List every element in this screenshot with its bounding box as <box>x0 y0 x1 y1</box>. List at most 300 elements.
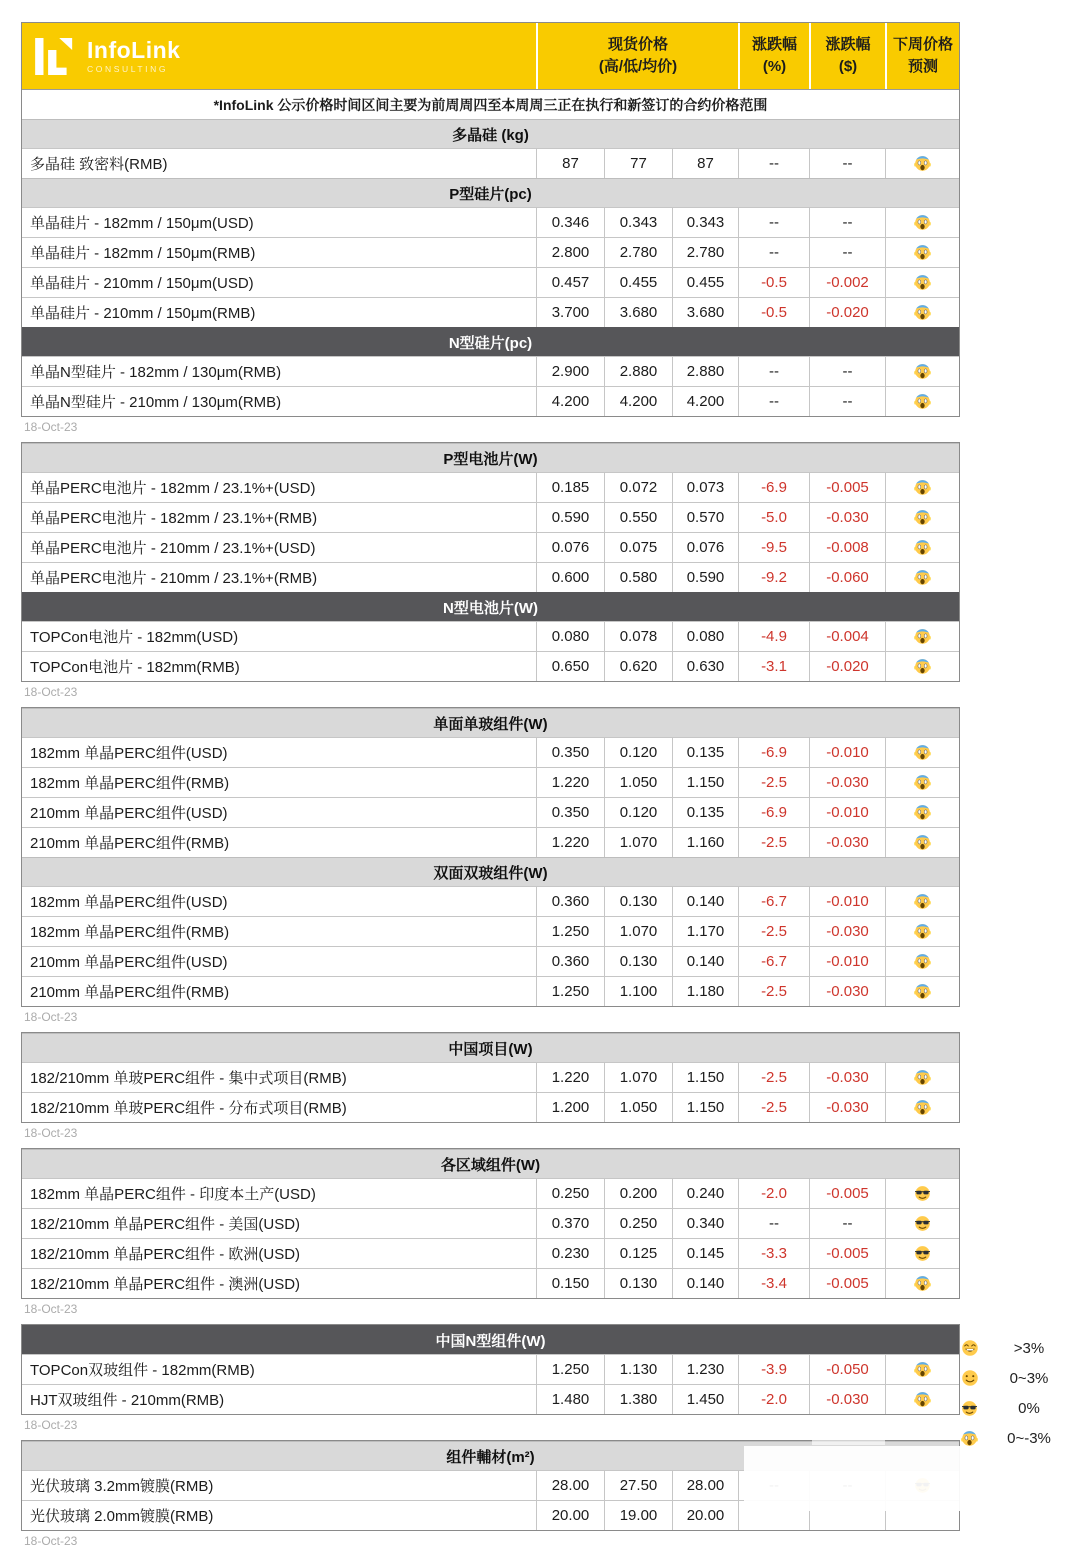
legend-emoji-wrap <box>961 1369 979 1387</box>
row-label: 182mm 单晶PERC组件(RMB) <box>30 775 230 792</box>
price-high-cell: 87 <box>536 149 604 178</box>
pct-change-cell: -4.9 <box>738 622 809 651</box>
change-usd-title: 涨跌幅 <box>825 36 871 53</box>
pct-change-cell: -2.5 <box>738 1093 809 1122</box>
table-row <box>22 767 959 797</box>
row-label: 单晶N型硅片 - 182mm / 130μm(RMB) <box>30 364 282 381</box>
table-row <box>22 1354 959 1384</box>
section-header: 组件輔材(m²) <box>22 1441 959 1470</box>
cool-emoji-icon <box>914 1215 931 1232</box>
forecast-emoji-cell <box>885 503 959 532</box>
price-avg-cell: 0.455 <box>672 268 738 297</box>
price-low-cell: 77 <box>604 149 672 178</box>
scream-emoji-icon <box>914 1391 931 1408</box>
logo-subtitle: CONSULTING <box>87 63 169 74</box>
section-header: 各区域组件(W) <box>22 1149 959 1178</box>
scream-emoji-icon <box>961 1430 978 1447</box>
usd-change-cell: -0.030 <box>809 1385 885 1414</box>
forecast-title: 下周价格 <box>892 36 953 53</box>
price-low-cell: 1.070 <box>604 917 672 946</box>
pct-change-cell: -5.0 <box>738 503 809 532</box>
usd-change-cell: -0.020 <box>809 652 885 681</box>
price-avg-cell: 0.240 <box>672 1179 738 1208</box>
usd-change-cell: -- <box>809 149 885 178</box>
scream-emoji-icon <box>914 244 931 261</box>
price-table-block <box>21 1032 960 1123</box>
table-row <box>22 1178 959 1208</box>
price-high-cell: 0.360 <box>536 887 604 916</box>
table-row <box>22 1238 959 1268</box>
infolink-logo <box>22 23 536 89</box>
forecast-emoji-cell <box>885 652 959 681</box>
forecast-emoji-cell <box>885 473 959 502</box>
legend-emoji-wrap <box>961 1429 979 1447</box>
price-avg-cell: 28.00 <box>672 1471 738 1500</box>
pct-change-cell: -2.5 <box>738 917 809 946</box>
price-avg-cell: 0.145 <box>672 1239 738 1268</box>
scream-emoji-icon <box>914 363 931 380</box>
price-avg-cell: 1.150 <box>672 1093 738 1122</box>
usd-change-cell: -0.008 <box>809 533 885 562</box>
usd-change-cell: -0.005 <box>809 1269 885 1298</box>
date-label: 18-Oct-23 <box>24 1418 78 1432</box>
price-high-cell: 0.076 <box>536 533 604 562</box>
scream-emoji-icon <box>914 744 931 761</box>
forecast-emoji-cell <box>885 268 959 297</box>
price-avg-cell: 0.140 <box>672 1269 738 1298</box>
forecast-emoji-cell <box>885 1239 959 1268</box>
forecast-emoji-cell <box>885 298 959 327</box>
change-pct-title: 涨跌幅 <box>751 36 797 53</box>
table-row <box>22 267 959 297</box>
price-avg-cell: 0.630 <box>672 652 738 681</box>
table-row <box>22 621 959 651</box>
price-low-cell: 0.580 <box>604 563 672 592</box>
price-high-cell: 2.900 <box>536 357 604 386</box>
price-high-cell: 28.00 <box>536 1471 604 1500</box>
usd-change-cell: -0.030 <box>809 1093 885 1122</box>
price-table-block <box>21 1324 960 1415</box>
price-high-cell: 1.480 <box>536 1385 604 1414</box>
price-low-cell: 0.072 <box>604 473 672 502</box>
price-low-cell: 4.200 <box>604 387 672 416</box>
usd-change-cell: -- <box>809 238 885 267</box>
table-row <box>22 946 959 976</box>
date-label: 18-Oct-23 <box>24 1534 78 1548</box>
price-avg-cell: 1.170 <box>672 917 738 946</box>
price-high-cell: 0.150 <box>536 1269 604 1298</box>
scream-emoji-icon <box>914 304 931 321</box>
price-low-cell: 27.50 <box>604 1471 672 1500</box>
pct-change-cell: -0.5 <box>738 298 809 327</box>
forecast-emoji-cell <box>885 1269 959 1298</box>
price-table-block <box>21 707 960 1007</box>
usd-change-cell: -0.010 <box>809 947 885 976</box>
price-high-cell: 0.185 <box>536 473 604 502</box>
price-high-cell: 1.220 <box>536 828 604 857</box>
table-row <box>22 472 959 502</box>
smile-emoji-icon <box>961 1369 979 1387</box>
price-high-cell: 0.600 <box>536 563 604 592</box>
price-avg-cell: 1.450 <box>672 1385 738 1414</box>
row-label: 182/210mm 单晶PERC组件 - 欧洲(USD) <box>30 1246 301 1263</box>
row-label: 光伏玻璃 2.0mm镀膜(RMB) <box>30 1508 214 1525</box>
price-high-cell: 2.800 <box>536 238 604 267</box>
forecast-emoji-cell <box>885 357 959 386</box>
usd-change-cell: -0.005 <box>809 1179 885 1208</box>
section-header: N型电池片(W) <box>22 592 959 621</box>
price-low-cell: 0.075 <box>604 533 672 562</box>
price-avg-cell: 1.150 <box>672 1063 738 1092</box>
table-row <box>22 356 959 386</box>
row-label: 210mm 单晶PERC组件(USD) <box>30 805 228 822</box>
scream-emoji-icon <box>914 479 931 496</box>
row-label: 182mm 单晶PERC组件(USD) <box>30 894 228 911</box>
price-high-cell: 0.250 <box>536 1179 604 1208</box>
price-avg-cell: 0.135 <box>672 798 738 827</box>
scream-emoji-icon <box>914 893 931 910</box>
column-header-forecast <box>885 23 959 89</box>
price-avg-cell: 2.880 <box>672 357 738 386</box>
usd-change-cell: -0.030 <box>809 828 885 857</box>
price-table-block <box>21 1148 960 1299</box>
row-label: 单晶N型硅片 - 210mm / 130μm(RMB) <box>30 394 282 411</box>
usd-change-cell: -0.010 <box>809 887 885 916</box>
price-avg-cell: 1.180 <box>672 977 738 1006</box>
table-row <box>22 737 959 767</box>
pct-change-cell: -6.9 <box>738 798 809 827</box>
forecast-emoji-cell <box>885 887 959 916</box>
table-row <box>22 1062 959 1092</box>
price-low-cell: 0.250 <box>604 1209 672 1238</box>
forecast-emoji-cell <box>885 149 959 178</box>
price-avg-cell: 0.340 <box>672 1209 738 1238</box>
usd-change-cell: -0.010 <box>809 798 885 827</box>
price-low-cell: 0.130 <box>604 887 672 916</box>
section-header: 多晶硅 (kg) <box>22 119 959 148</box>
price-high-cell: 0.346 <box>536 208 604 237</box>
pct-change-cell: -2.5 <box>738 1063 809 1092</box>
cool-emoji-icon <box>914 1245 931 1262</box>
row-label: 182/210mm 单玻PERC组件 - 集中式项目(RMB) <box>30 1070 347 1087</box>
price-low-cell: 1.380 <box>604 1385 672 1414</box>
price-low-cell: 1.130 <box>604 1355 672 1384</box>
price-low-cell: 1.070 <box>604 828 672 857</box>
row-label: 182mm 单晶PERC组件(USD) <box>30 745 228 762</box>
legend-item <box>961 1393 1068 1423</box>
price-low-cell: 3.680 <box>604 298 672 327</box>
pct-change-cell: -- <box>738 149 809 178</box>
row-label: 210mm 单晶PERC组件(RMB) <box>30 984 230 1001</box>
price-low-cell: 1.050 <box>604 768 672 797</box>
spot-price-title: 现货价格 <box>607 36 668 53</box>
price-low-cell: 2.780 <box>604 238 672 267</box>
table-row <box>22 1092 959 1122</box>
price-high-cell: 1.220 <box>536 1063 604 1092</box>
forecast-emoji-cell <box>885 1093 959 1122</box>
price-table-block <box>21 22 960 417</box>
row-label: HJT双玻组件 - 210mm(RMB) <box>30 1392 225 1409</box>
pct-change-cell: -2.0 <box>738 1179 809 1208</box>
usd-change-cell: -0.005 <box>809 1239 885 1268</box>
price-avg-cell: 4.200 <box>672 387 738 416</box>
usd-change-cell: -0.002 <box>809 268 885 297</box>
table-row <box>22 916 959 946</box>
price-high-cell: 0.650 <box>536 652 604 681</box>
pct-change-cell: -3.4 <box>738 1269 809 1298</box>
price-high-cell: 0.230 <box>536 1239 604 1268</box>
scream-emoji-icon <box>914 509 931 526</box>
legend-emoji-wrap <box>961 1399 979 1417</box>
row-label: 单晶硅片 - 182mm / 150μm(USD) <box>30 215 254 232</box>
usd-change-cell: -0.030 <box>809 977 885 1006</box>
pct-change-cell: -6.7 <box>738 947 809 976</box>
cool-emoji-icon <box>961 1400 978 1417</box>
price-high-cell: 20.00 <box>536 1501 604 1530</box>
forecast-emoji-cell <box>885 208 959 237</box>
table-row <box>22 148 959 178</box>
pct-change-cell: -- <box>738 238 809 267</box>
row-label: 单晶PERC电池片 - 182mm / 23.1%+(RMB) <box>30 510 318 527</box>
forecast-emoji-cell <box>885 1209 959 1238</box>
pct-change-cell: -3.1 <box>738 652 809 681</box>
infolink-logo-icon <box>35 38 76 75</box>
table-row <box>22 502 959 532</box>
column-header-change-pct <box>738 23 809 89</box>
forecast-emoji-cell <box>885 1063 959 1092</box>
section-header: 双面双玻组件(W) <box>22 857 959 886</box>
cool-emoji-icon <box>914 1185 931 1202</box>
scream-emoji-icon <box>914 1361 931 1378</box>
legend-label: 0~3% <box>1009 1369 1049 1387</box>
row-label: 光伏玻璃 3.2mm镀膜(RMB) <box>30 1478 214 1495</box>
forecast-legend <box>961 1333 1068 1453</box>
scream-emoji-icon <box>914 274 931 291</box>
price-high-cell: 0.370 <box>536 1209 604 1238</box>
scream-emoji-icon <box>914 834 931 851</box>
pct-change-cell: -- <box>738 208 809 237</box>
row-label: 182/210mm 单玻PERC组件 - 分布式项目(RMB) <box>30 1100 347 1117</box>
legend-item <box>961 1333 1068 1363</box>
watermark-overlay <box>812 1419 885 1445</box>
forecast-emoji-cell <box>885 238 959 267</box>
scream-emoji-icon <box>914 628 931 645</box>
scream-emoji-icon <box>914 569 931 586</box>
price-avg-cell: 0.076 <box>672 533 738 562</box>
price-low-cell: 0.120 <box>604 738 672 767</box>
usd-change-cell: -- <box>809 208 885 237</box>
price-high-cell: 1.220 <box>536 768 604 797</box>
price-low-cell: 1.070 <box>604 1063 672 1092</box>
usd-change-cell: -0.030 <box>809 1063 885 1092</box>
price-avg-cell: 0.073 <box>672 473 738 502</box>
forecast-emoji-cell <box>885 387 959 416</box>
price-high-cell: 1.250 <box>536 1355 604 1384</box>
price-avg-cell: 2.780 <box>672 238 738 267</box>
scream-emoji-icon <box>914 953 931 970</box>
usd-change-cell: -0.030 <box>809 503 885 532</box>
table-row <box>22 886 959 916</box>
row-label: 多晶硅 致密料(RMB) <box>30 156 168 173</box>
section-header: P型电池片(W) <box>22 443 959 472</box>
price-low-cell: 0.130 <box>604 947 672 976</box>
price-high-cell: 4.200 <box>536 387 604 416</box>
forecast-emoji-cell <box>885 1385 959 1414</box>
column-header-spot-price <box>536 23 738 89</box>
price-avg-cell: 0.135 <box>672 738 738 767</box>
legend-label: >3% <box>1013 1339 1045 1357</box>
price-high-cell: 0.457 <box>536 268 604 297</box>
price-low-cell: 19.00 <box>604 1501 672 1530</box>
row-label: 单晶硅片 - 182mm / 150μm(RMB) <box>30 245 256 262</box>
price-avg-cell: 87 <box>672 149 738 178</box>
forecast-emoji-cell <box>885 828 959 857</box>
table-row <box>22 562 959 592</box>
row-label: 182/210mm 单晶PERC组件 - 美国(USD) <box>30 1216 301 1233</box>
row-label: TOPCon双玻组件 - 182mm(RMB) <box>30 1362 255 1379</box>
row-label: 210mm 单晶PERC组件(USD) <box>30 954 228 971</box>
disclaimer-note: *InfoLink 公示价格时间区间主要为前周周四至本周周三正在执行和新签订的合约价格范围 <box>22 89 959 119</box>
usd-change-cell: -- <box>809 357 885 386</box>
price-low-cell: 1.050 <box>604 1093 672 1122</box>
scream-emoji-icon <box>914 539 931 556</box>
change-usd-unit: ($) <box>838 58 858 75</box>
table-row <box>22 1384 959 1414</box>
pct-change-cell: -- <box>738 1209 809 1238</box>
row-label: 单晶PERC电池片 - 182mm / 23.1%+(USD) <box>30 480 316 497</box>
price-avg-cell: 20.00 <box>672 1501 738 1530</box>
price-avg-cell: 0.590 <box>672 563 738 592</box>
price-high-cell: 3.700 <box>536 298 604 327</box>
price-avg-cell: 0.140 <box>672 887 738 916</box>
section-header: P型硅片(pc) <box>22 178 959 207</box>
price-low-cell: 0.130 <box>604 1269 672 1298</box>
price-high-cell: 1.200 <box>536 1093 604 1122</box>
usd-change-cell: -0.060 <box>809 563 885 592</box>
pct-change-cell: -6.7 <box>738 887 809 916</box>
forecast-emoji-cell <box>885 977 959 1006</box>
forecast-emoji-cell <box>885 622 959 651</box>
pct-change-cell: -2.0 <box>738 1385 809 1414</box>
usd-change-cell: -0.030 <box>809 768 885 797</box>
price-low-cell: 0.125 <box>604 1239 672 1268</box>
table-row <box>22 386 959 416</box>
pct-change-cell: -- <box>738 357 809 386</box>
table-row <box>22 1268 959 1298</box>
row-label: 单晶PERC电池片 - 210mm / 23.1%+(RMB) <box>30 570 318 587</box>
section-header: 中国项目(W) <box>22 1033 959 1062</box>
forecast-emoji-cell <box>885 563 959 592</box>
price-low-cell: 0.455 <box>604 268 672 297</box>
pct-change-cell: -2.5 <box>738 768 809 797</box>
date-label: 18-Oct-23 <box>24 685 78 699</box>
price-high-cell: 0.350 <box>536 738 604 767</box>
table-area <box>21 22 960 1556</box>
grin-emoji-icon <box>961 1339 979 1357</box>
table-row <box>22 207 959 237</box>
table-row <box>22 532 959 562</box>
scream-emoji-icon <box>914 658 931 675</box>
pct-change-cell: -3.3 <box>738 1239 809 1268</box>
section-header: 中国N型组件(W) <box>22 1325 959 1354</box>
scream-emoji-icon <box>914 393 931 410</box>
forecast-emoji-cell <box>885 533 959 562</box>
table-row <box>22 797 959 827</box>
price-low-cell: 2.880 <box>604 357 672 386</box>
usd-change-cell: -0.004 <box>809 622 885 651</box>
row-label: 182mm 单晶PERC组件(RMB) <box>30 924 230 941</box>
pct-change-cell: -0.5 <box>738 268 809 297</box>
table-row <box>22 1208 959 1238</box>
scream-emoji-icon <box>914 804 931 821</box>
scream-emoji-icon <box>914 155 931 172</box>
pct-change-cell: -3.9 <box>738 1355 809 1384</box>
forecast-emoji-cell <box>885 947 959 976</box>
price-high-cell: 0.350 <box>536 798 604 827</box>
price-high-cell: 0.360 <box>536 947 604 976</box>
pct-change-cell: -6.9 <box>738 473 809 502</box>
pct-change-cell: -9.2 <box>738 563 809 592</box>
date-label: 18-Oct-23 <box>24 1010 78 1024</box>
logo-text <box>87 36 181 74</box>
row-label: 单晶PERC电池片 - 210mm / 23.1%+(USD) <box>30 540 316 557</box>
section-header: 单面单玻组件(W) <box>22 708 959 737</box>
legend-emoji-wrap <box>961 1339 979 1357</box>
price-high-cell: 0.080 <box>536 622 604 651</box>
price-table-block <box>21 442 960 682</box>
table-row <box>22 827 959 857</box>
forecast-emoji-cell <box>885 1355 959 1384</box>
usd-change-cell: -0.010 <box>809 738 885 767</box>
spot-price-subtitle: (高/低/均价) <box>598 58 678 75</box>
price-avg-cell: 0.080 <box>672 622 738 651</box>
price-low-cell: 0.343 <box>604 208 672 237</box>
row-label: TOPCon电池片 - 182mm(USD) <box>30 629 239 646</box>
scream-emoji-icon <box>914 1275 931 1292</box>
price-avg-cell: 1.160 <box>672 828 738 857</box>
forecast-subtitle: 预测 <box>907 58 938 75</box>
price-avg-cell: 1.230 <box>672 1355 738 1384</box>
price-high-cell: 1.250 <box>536 917 604 946</box>
usd-change-cell: -0.030 <box>809 917 885 946</box>
pct-change-cell: -- <box>738 387 809 416</box>
row-label: 单晶硅片 - 210mm / 150μm(USD) <box>30 275 254 292</box>
price-avg-cell: 3.680 <box>672 298 738 327</box>
scream-emoji-icon <box>914 923 931 940</box>
row-label: 182/210mm 单晶PERC组件 - 澳洲(USD) <box>30 1276 301 1293</box>
report-header <box>22 23 959 89</box>
forecast-emoji-cell <box>885 1179 959 1208</box>
column-header-change-usd <box>809 23 885 89</box>
usd-change-cell: -- <box>809 387 885 416</box>
change-pct-unit: (%) <box>762 58 787 75</box>
forecast-emoji-cell <box>885 917 959 946</box>
price-high-cell: 0.590 <box>536 503 604 532</box>
scream-emoji-icon <box>914 1099 931 1116</box>
usd-change-cell: -- <box>809 1209 885 1238</box>
price-avg-cell: 0.140 <box>672 947 738 976</box>
table-row <box>22 297 959 327</box>
price-low-cell: 0.120 <box>604 798 672 827</box>
legend-label: 0~-3% <box>1007 1429 1051 1447</box>
date-label: 18-Oct-23 <box>24 1302 78 1316</box>
pct-change-cell: -9.5 <box>738 533 809 562</box>
table-row <box>22 976 959 1006</box>
price-avg-cell: 1.150 <box>672 768 738 797</box>
table-row <box>22 651 959 681</box>
price-low-cell: 1.100 <box>604 977 672 1006</box>
usd-change-cell: -0.020 <box>809 298 885 327</box>
